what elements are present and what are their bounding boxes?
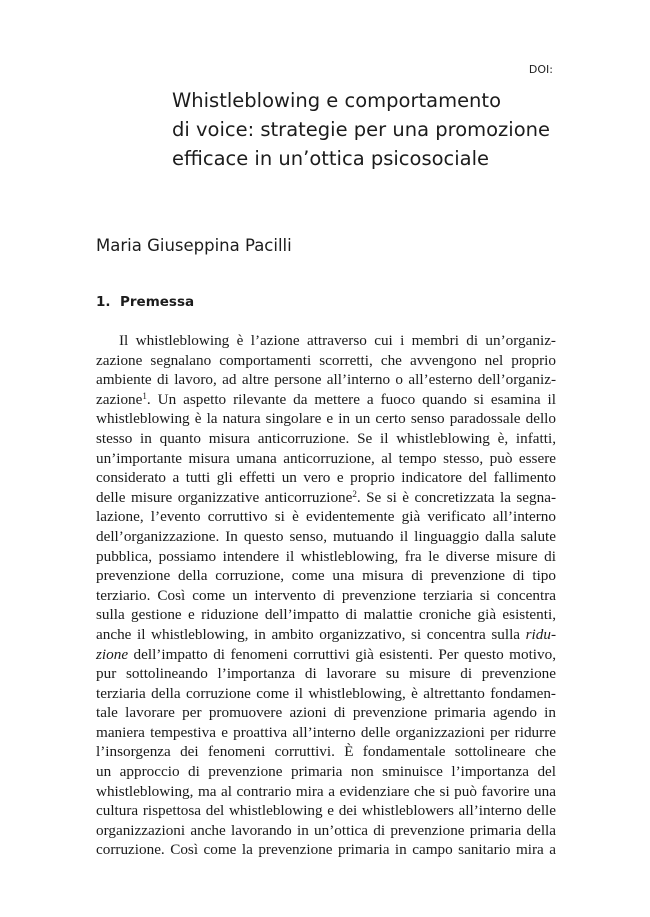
section-heading xyxy=(96,294,194,310)
body-line: considerato a tutti gli effetti un vero e proprio indicatore del fallimento xyxy=(96,469,556,487)
body-line: tale lavorare per promuovere azioni di prevenzione primaria agendo in xyxy=(96,704,556,722)
doi-label: DOI: xyxy=(528,63,553,76)
body-line: zione dell’impatto di fenomeni corruttivi già esistenti. Per questo motivo, xyxy=(96,645,556,663)
body-line: pubblica, possiamo intendere il whistleblowing, fra le diverse misure di xyxy=(96,547,556,565)
body-line: delle misure organizzative anticorruzione$^2$. Se si è concretizzata la segna- xyxy=(96,488,557,506)
article-title xyxy=(172,86,572,173)
body-line: dell’organizzazione. In questo senso, mutuando il linguaggio dalla salute xyxy=(96,527,556,545)
author-name: Maria Giuseppina Pacilli xyxy=(96,236,292,255)
footnote-ref: 2 xyxy=(352,488,357,499)
body-line: un’importante misura umana anticorruzione, al tempo stesso, può essere xyxy=(96,449,556,467)
body-line: zazione segnalano comportamenti scorretti, che avvengono nel proprio xyxy=(96,351,556,369)
body-line: whistleblowing, ma al contrario mira a evidenziare che si può favorire una xyxy=(96,782,556,800)
body-line: pur sottolineando l’importanza di lavorare su misure di prevenzione xyxy=(96,665,556,683)
body-line: anche il whistleblowing, in ambito organizzativo, si concentra sulla ridu- xyxy=(96,625,556,643)
body-line: cultura rispettosa del whistleblowing e dei whistleblowers all’interno delle xyxy=(96,802,556,820)
body-line: un approccio di prevenzione primaria non sminuisce l’importanza del xyxy=(96,763,556,781)
section-title: Premessa xyxy=(120,294,195,310)
section-number: 1. xyxy=(96,294,111,310)
body-line: terziaria della corruzione come il whistleblowing, è altrettanto fondamen- xyxy=(96,684,556,702)
body-line: zazione$^1$. Un aspetto rilevante da mettere a fuoco quando si esamina il xyxy=(96,390,556,408)
title-line: efficace in un’ottica psicosociale xyxy=(172,147,490,170)
footnote-ref: 1 xyxy=(142,390,147,401)
body-line: sulla gestione e riduzione dell’impatto di malattie croniche già esistenti, xyxy=(96,606,556,624)
body-line: ambiente di lavoro, ad altre persone all’interno o all’esterno dell’organiz- xyxy=(96,371,556,389)
title-line: di voice: strategie per una promozione xyxy=(172,118,550,141)
body-line: organizzazioni anche lavorando in un’ottica di prevenzione primaria della xyxy=(96,821,556,839)
body-line: prevenzione della corruzione, come una misura di prevenzione di tipo xyxy=(96,567,556,585)
body-paragraph xyxy=(96,331,556,860)
body-line: Il whistleblowing è l’azione attraverso cui i membri di un’organiz- xyxy=(119,332,556,349)
body-line: whistleblowing è la natura singolare e in un certo senso paradossale dello xyxy=(96,410,556,428)
body-line: stesso in quanto misura anticorruzione. Se il whistleblowing è, infatti, xyxy=(96,429,556,447)
body-line: maniera tempestiva e proattiva all’interno delle organizzazioni per ridurre xyxy=(96,723,556,741)
body-line: lazione, l’evento corruttivo si è evidentemente già verificato all’interno xyxy=(96,508,556,526)
title-line: Whistleblowing e comportamento xyxy=(172,89,501,112)
body-line: terziario. Così come un intervento di prevenzione terziaria si concentra xyxy=(96,586,556,604)
body-line: l’insorgenza dei fenomeni corruttivi. È fondamentale sottolineare che xyxy=(96,743,556,761)
body-line: corruzione. Così come la prevenzione primaria in campo sanitario mira a xyxy=(96,841,556,859)
